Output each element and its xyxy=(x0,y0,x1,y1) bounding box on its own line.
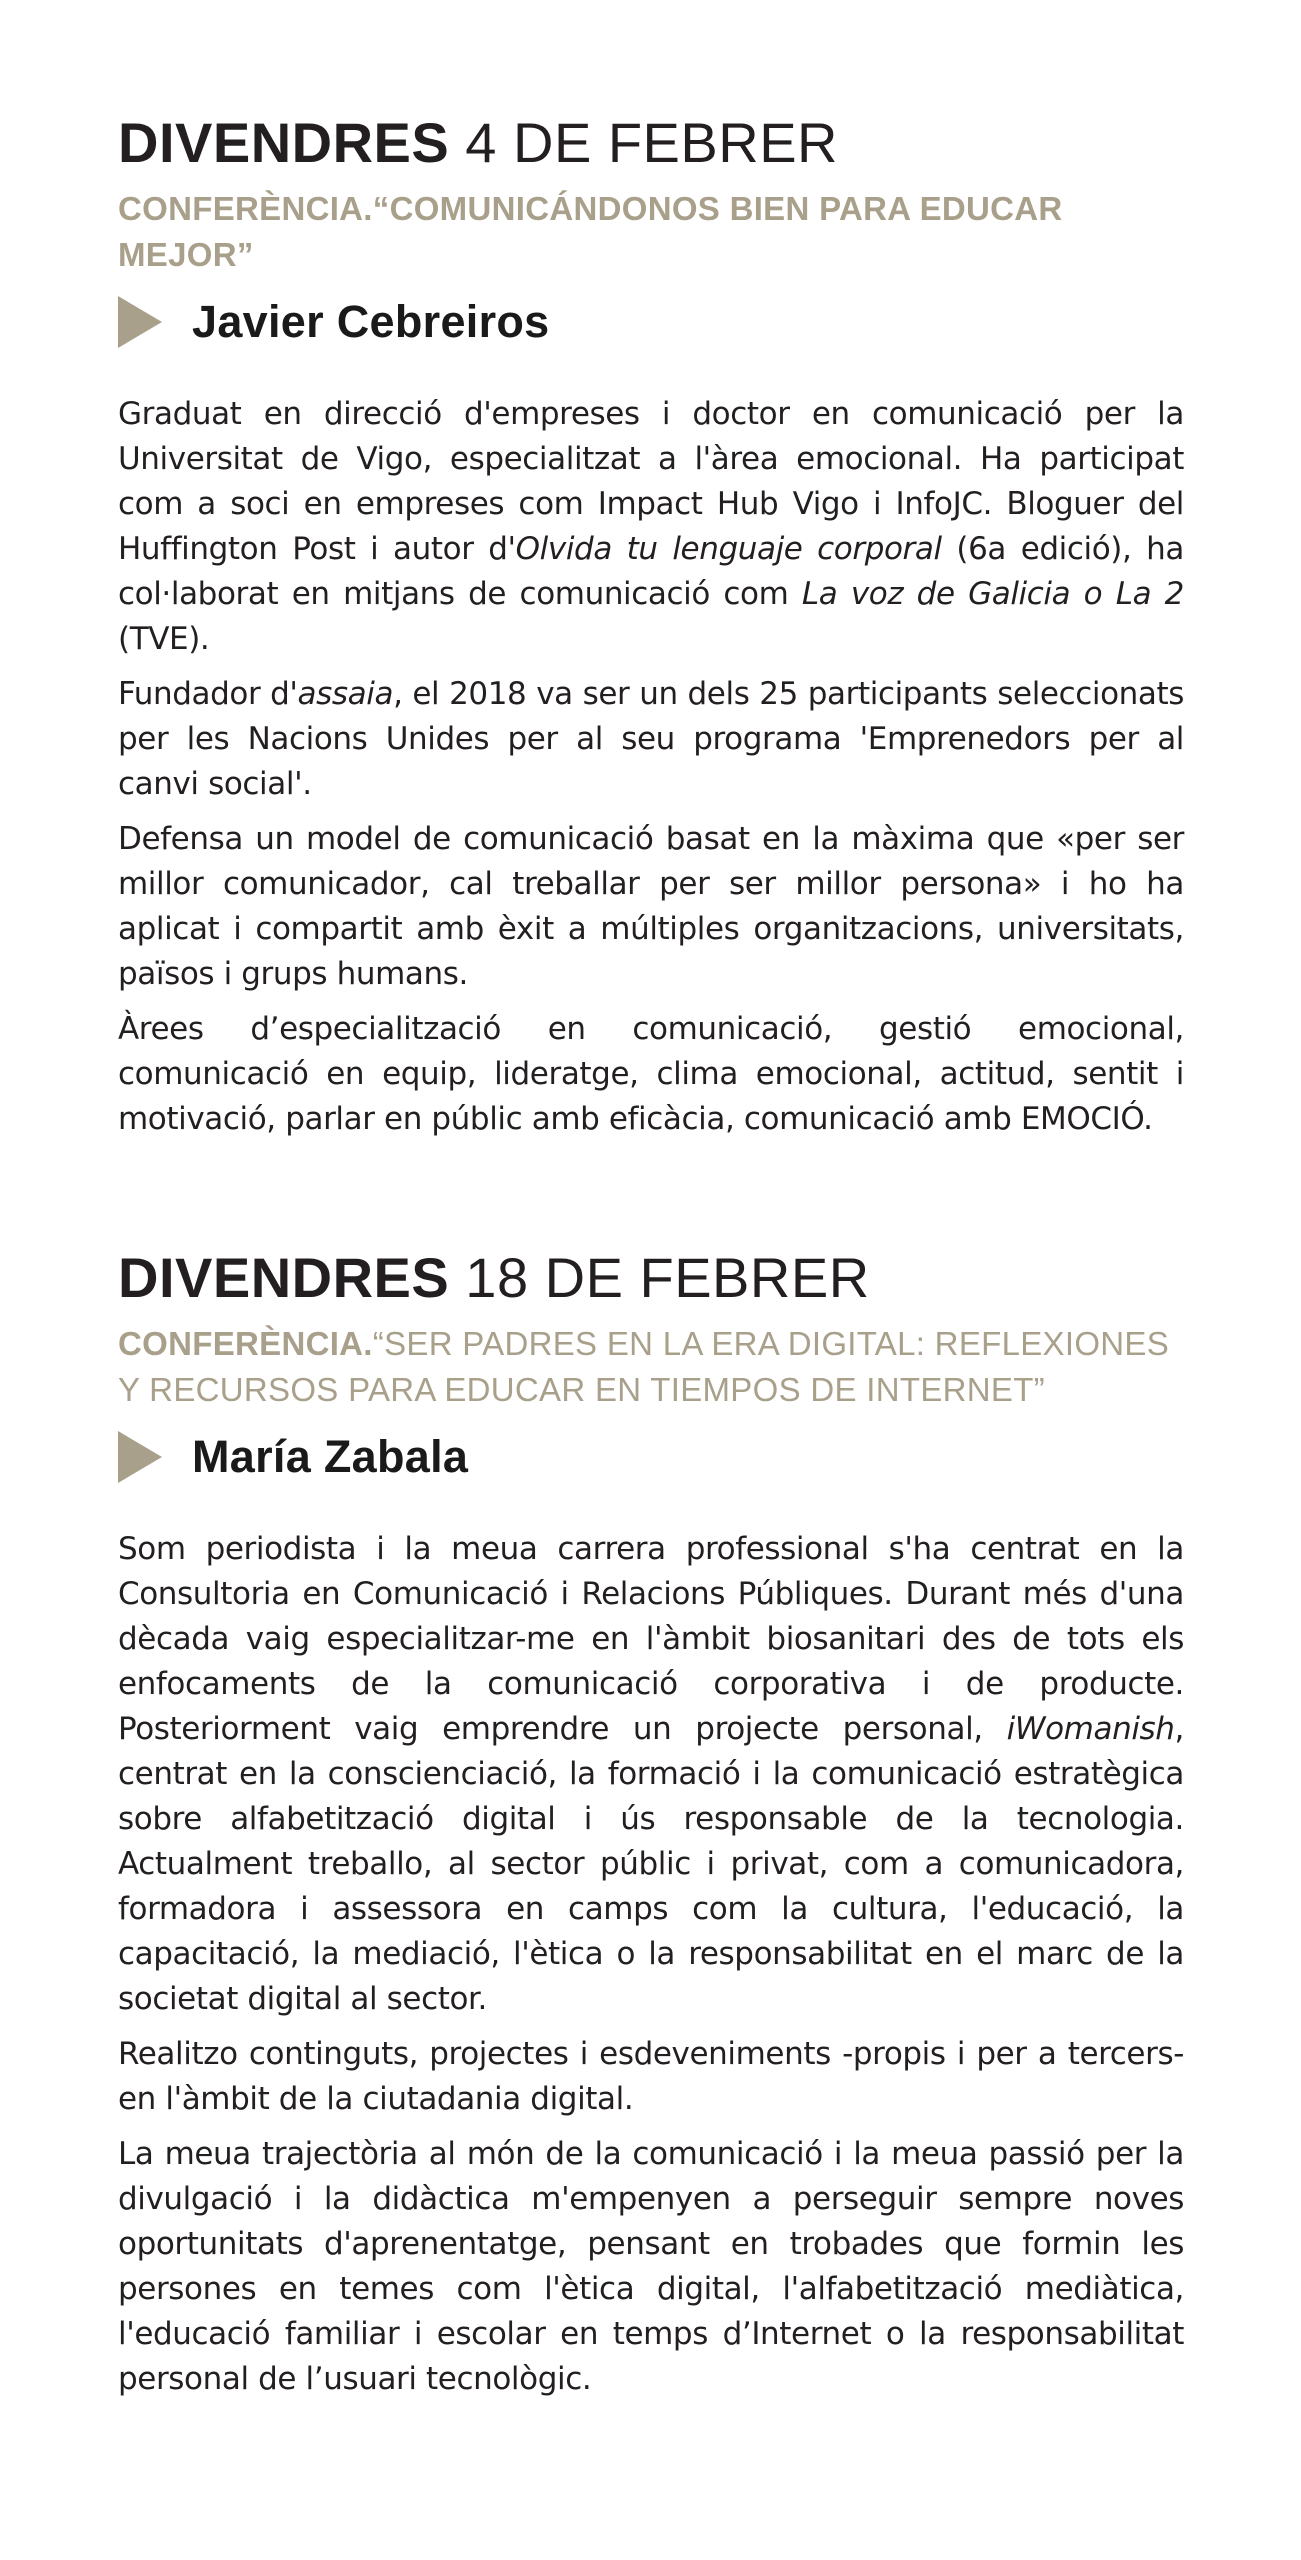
event-section-1 xyxy=(118,108,1184,1152)
event-section-2 xyxy=(118,1243,1184,2412)
bio-paragraph xyxy=(118,392,1184,662)
event-date-heading xyxy=(118,108,1184,178)
event-date-heading xyxy=(118,1243,1184,1313)
bio-text: Defensa un model de comunicació basat en la màxima que «per ser millor comunicador, cal treballar per ser millor persona» i ho ha aplicat i compartit amb èxit a múltiples organitzacions, universitats, països i grups humans. xyxy=(118,821,1184,992)
bio-italic-text: Olvida tu lenguaje corporal xyxy=(515,531,942,567)
bio-paragraph xyxy=(118,817,1184,997)
bio-text: (6a edició), ha col·laborat en mitjans de comunicació com xyxy=(118,531,1184,612)
bio-italic-text: iWomanish xyxy=(1006,1711,1175,1747)
bio-paragraph xyxy=(118,672,1184,807)
bio-text: La meua trajectòria al món de la comunicació i la meua passió per la divulgació i la didàctica m'empenyen a perseguir sempre noves oportunitats d'aprenentatge, pensant en trobades que formin les persones en temes com l'ètica digital, l'alfabetització mediàtica, l'educació familiar i escolar en temps d’Internet o la responsabilitat personal de l’usuari tecnològic. xyxy=(118,2136,1184,2397)
bio-italic-text: assaia xyxy=(297,676,394,712)
speaker-name: Javier Cebreiros xyxy=(192,296,550,347)
bio-text: (TVE). xyxy=(118,621,210,657)
bio-paragraph xyxy=(118,2132,1184,2402)
bio-paragraph xyxy=(118,1527,1184,2022)
bio-text: Fundador d' xyxy=(118,676,298,712)
bio-paragraph xyxy=(118,1007,1184,1142)
bio-text: Realitzo continguts, projectes i esdeveniments -propis i per a tercers- en l'àmbit de la ciutadania digital. xyxy=(118,2036,1184,2117)
play-triangle-icon xyxy=(118,1431,162,1483)
speaker-row xyxy=(118,292,1184,352)
bio-text: Àrees d’especialització en comunicació, gestió emocional, comunicació en equip, lideratge, clima emocional, actitud, sentit i motivació, parlar en públic amb eficàcia, comunicació amb EMOCIÓ. xyxy=(118,1011,1184,1137)
bio-text: , el 2018 va ser un dels 25 participants seleccionats per les Nacions Unides per al seu programa 'Emprenedors per al canvi social'. xyxy=(118,676,1185,802)
conference-line xyxy=(118,1321,1184,1413)
bio-text: , centrat en la conscienciació, la formació i la comunicació estratègica sobre alfabetització digital i ús responsable de la tecnologia. Actualment treballo, al sector públic i privat, com a comunicadora, formadora i assessora en camps com la cultura, l'educació, la capacitació, la mediació, l'ètica o la responsabilitat en el marc de la societat digital al sector. xyxy=(118,1711,1184,2017)
conference-label: CONFERÈNCIA. xyxy=(118,1325,373,1362)
bio-text: Som periodista i la meua carrera professional s'ha centrat en la Consultoria en Comunicació i Relacions Públiques. Durant més d'una dècada vaig especialitzar-me en l'àmbit biosanitari des de tots els enfocaments de la comunicació corporativa i de producte. Posteriorment vaig emprendre un projecte personal, xyxy=(118,1531,1184,1747)
speaker-bio xyxy=(118,392,1184,1142)
bio-italic-text: La voz de Galicia o La 2 xyxy=(801,576,1184,612)
event-day: DIVENDRES xyxy=(118,111,450,174)
event-date: 4 DE FEBRER xyxy=(465,111,838,174)
event-day: DIVENDRES xyxy=(118,1246,450,1309)
conference-title: “COMUNICÁNDONOS BIEN PARA EDUCAR MEJOR” xyxy=(118,190,1063,273)
play-triangle-icon xyxy=(118,296,162,348)
conference-label: CONFERÈNCIA. xyxy=(118,190,373,227)
conference-line xyxy=(118,186,1184,278)
bio-text: Graduat en direcció d'empreses i doctor en comunicació per la Universitat de Vigo, especialitzat a l'àrea emocional. Ha participat com a soci en empreses com Impact Hub Vigo i InfoJC. Bloguer del Huffington Post i autor d' xyxy=(118,396,1184,567)
speaker-name: María Zabala xyxy=(192,1431,469,1482)
conference-title: “SER PADRES EN LA ERA DIGITAL: REFLEXIONES Y RECURSOS PARA EDUCAR EN TIEMPOS DE INTERNET” xyxy=(118,1325,1170,1408)
speaker-bio xyxy=(118,1527,1184,2402)
speaker-row xyxy=(118,1427,1184,1487)
event-date: 18 DE FEBRER xyxy=(465,1246,870,1309)
bio-paragraph xyxy=(118,2032,1184,2122)
